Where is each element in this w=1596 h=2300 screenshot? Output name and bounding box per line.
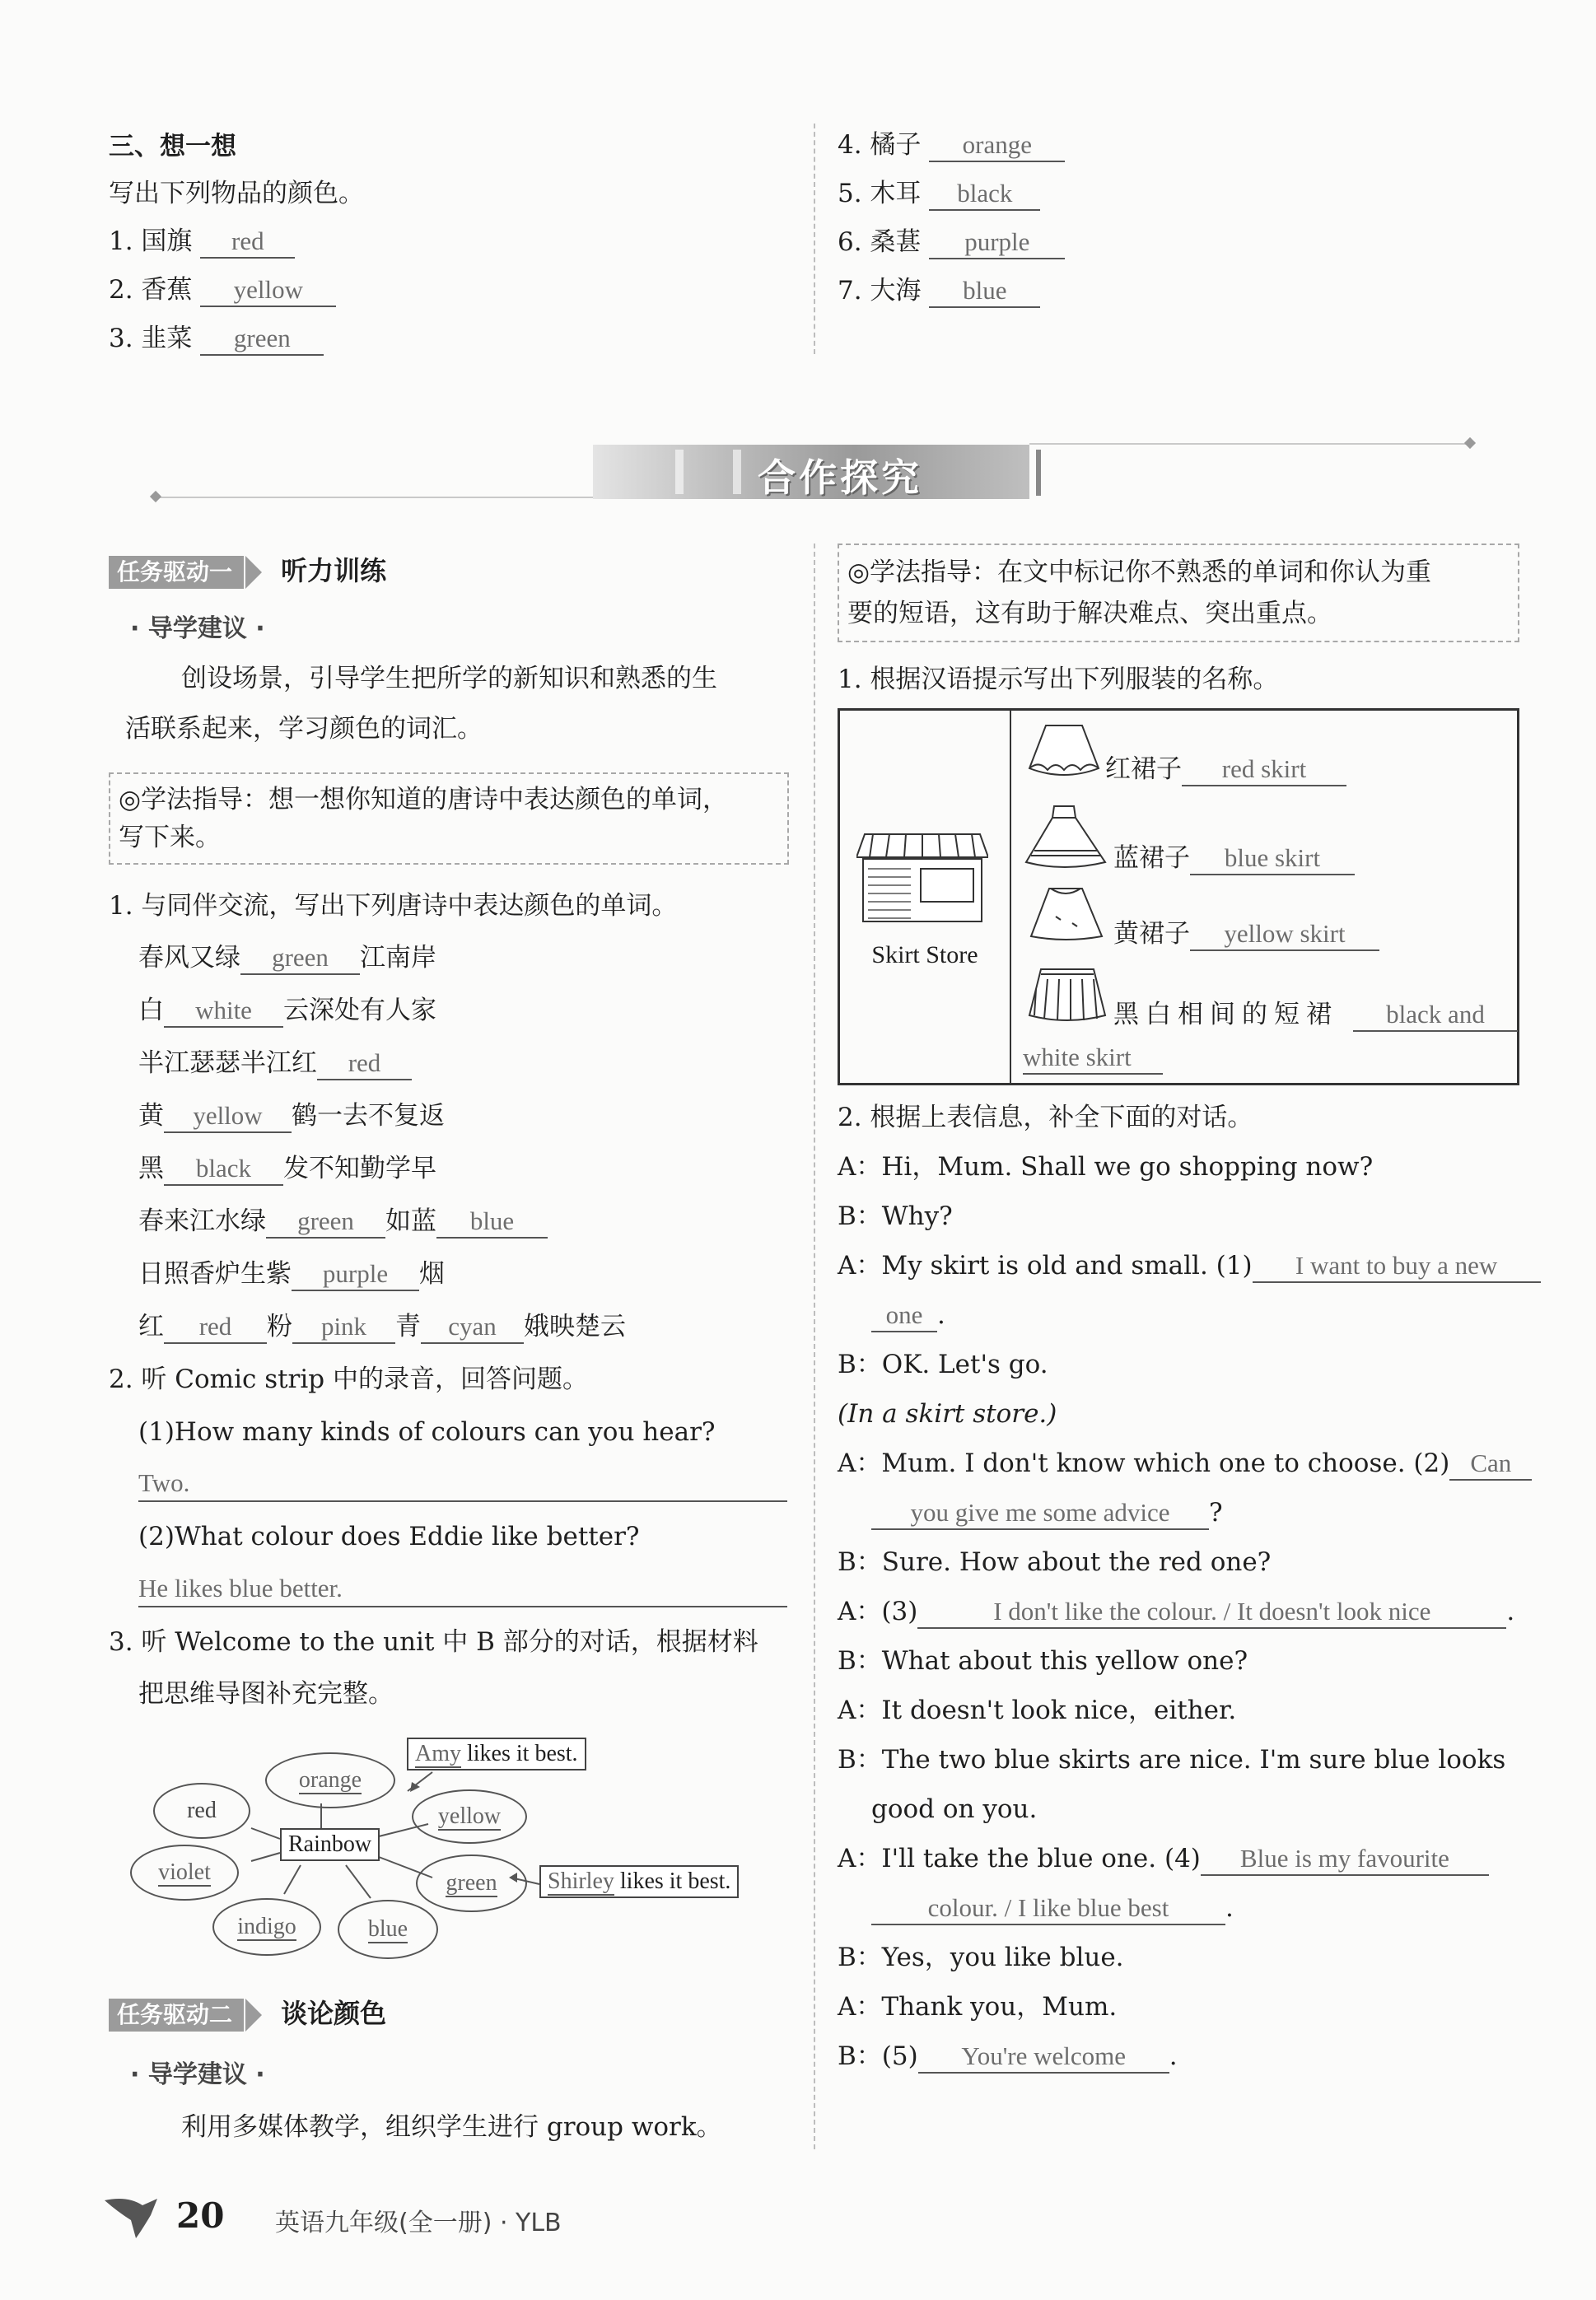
dialog-line-9: B：What about this yellow one?: [838, 1646, 1248, 1676]
mindmap-node-indigo: indigo: [212, 1898, 321, 1956]
answer-blank: I want to buy a new: [1253, 1250, 1541, 1283]
color-item-1: 1. 国旗 red: [109, 224, 295, 259]
banner-title: 合作探究: [758, 455, 922, 500]
answer-blank: blue: [929, 275, 1040, 308]
answer-blank: purple: [292, 1258, 419, 1291]
banner-line-left: [156, 497, 593, 498]
dialog-line-4: B：OK. Let's go.: [838, 1350, 1048, 1379]
answer-blank: blue skirt: [1190, 842, 1355, 875]
banner-dot-right: [1464, 437, 1476, 449]
color-item-7: 7. 大海 blue: [838, 273, 1040, 308]
banner-end-bar: [1036, 450, 1041, 496]
red-skirt-icon: [1023, 719, 1105, 785]
task2-header: [109, 1993, 386, 2032]
dialog-line-6-cont: you give me some advice ?: [871, 1495, 1223, 1530]
mindmap-node-violet: violet: [130, 1845, 239, 1901]
dialog-line-11: B：The two blue skirts are nice. I'm sure blue looks: [838, 1745, 1506, 1775]
answer-blank: colour. / I like blue best: [871, 1892, 1225, 1925]
dialog-line-5: (In a skirt store.): [838, 1399, 1057, 1429]
answer-blank: white: [164, 995, 283, 1028]
answer-blank: blue: [436, 1206, 548, 1239]
section3-instruction: 写出下列物品的颜色。: [109, 179, 364, 208]
skirt-row-2: 蓝裙子 blue skirt: [1113, 841, 1355, 875]
store-icon: [856, 826, 988, 925]
task2-hint-line: 利用多媒体教学，组织学生进行 group work。: [181, 2112, 722, 2142]
task2-title: 谈论颜色: [281, 1998, 387, 2029]
task1-title: 听力训练: [281, 555, 387, 586]
mindmap-node-green: green: [416, 1854, 527, 1912]
answer-blank: one: [871, 1299, 937, 1332]
answer-blank: black: [164, 1153, 283, 1186]
poem-line-6: 春来江水绿 green 如蓝 blue: [138, 1204, 548, 1239]
color-item-2: 2. 香蕉 yellow: [109, 273, 336, 307]
answer-blank: yellow: [200, 274, 336, 307]
dialog-line-14: A：Thank you，Mum.: [838, 1992, 1118, 2022]
right-guide-box: [838, 544, 1519, 642]
task2-tag: 任务驱动二: [109, 1999, 244, 2032]
right-q1: 1. 根据汉语提示写出下列服装的名称。: [838, 665, 1279, 694]
task1-guide-box: [109, 772, 789, 865]
color-item-6: 6. 桑葚 purple: [838, 225, 1065, 259]
dialog-line-15: B：(5) You're welcome .: [838, 2039, 1178, 2074]
mindmap-shirley-box: Shirley likes it best.: [539, 1865, 739, 1898]
answer-blank: black: [929, 178, 1040, 211]
answer-blank: red: [164, 1311, 267, 1344]
task1-q2-1-answer: Two.: [138, 1466, 787, 1502]
banner-line-right: [1029, 443, 1470, 445]
banner-glyph-icon: [675, 450, 741, 494]
poem-line-5: 黑 black 发不知勤学早: [138, 1151, 436, 1186]
task1-header: [109, 550, 386, 589]
answer-blank: pink: [292, 1311, 395, 1344]
dialog-line-2: B：Why?: [838, 1201, 953, 1231]
mindmap-amy-box: Amy likes it best.: [407, 1738, 586, 1770]
task1-q3-line2: 把思维导图补充完整。: [138, 1679, 394, 1709]
answer-blank: black and: [1353, 999, 1518, 1032]
connector-violet: [251, 1853, 280, 1861]
answer-blank: green: [200, 323, 324, 356]
answer-blank: cyan: [421, 1311, 524, 1344]
answer-blank: purple: [929, 226, 1065, 259]
task1-q3-line1: 3. 听 Welcome to the unit 中 B 部分的对话，根据材料: [109, 1627, 758, 1657]
section-banner: [593, 445, 1029, 499]
mindmap-node-orange: orange: [265, 1752, 395, 1808]
right-guide-line2: 要的短语，这有助于解决难点、突出重点。: [847, 599, 1332, 628]
dialog-line-6: A：Mum. I don't know which one to choose. (2) Can: [838, 1446, 1532, 1481]
dialog-line-7: B：Sure. How about the red one?: [838, 1547, 1272, 1577]
answer-blank: green: [266, 1206, 385, 1239]
book-title: 英语九年级(全一册) · YLB: [275, 2209, 562, 2237]
answer-blank: yellow skirt: [1190, 918, 1379, 951]
color-item-5: 5. 木耳 black: [838, 176, 1040, 211]
skirt-row-4: 黑白相间的短裙 black and: [1113, 997, 1518, 1032]
blue-skirt-icon: [1023, 801, 1113, 875]
task1-q2-1: (1)How many kinds of colours can you hear?: [138, 1417, 716, 1447]
answer-blank: white skirt: [1023, 1042, 1163, 1075]
connector-indigo: [284, 1865, 301, 1894]
skirt-row-1: 红裙子 red skirt: [1105, 752, 1346, 786]
task1-tag: 任务驱动一: [109, 556, 244, 589]
mindmap-node-red: red: [153, 1783, 250, 1839]
answer-blank: yellow: [164, 1100, 292, 1133]
task1-hint-title: · 导学建议 ·: [130, 614, 265, 643]
answer-blank: Blue is my favourite: [1201, 1843, 1489, 1876]
skirt-store-table: [838, 708, 1519, 1085]
dialog-line-3: A：My skirt is old and small. (1) I want to buy a new: [838, 1248, 1541, 1283]
task1-q2-2: (2)What colour does Eddie like better?: [138, 1522, 640, 1551]
task1-guide-line1: ◎学法指导：想一想你知道的唐诗中表达颜色的单词，: [119, 785, 729, 814]
poem-line-4: 黄 yellow 鹤一去不复返: [138, 1099, 445, 1133]
answer-blank: orange: [929, 129, 1065, 162]
answer-blank: I don't like the colour. / It doesn't look nice: [917, 1596, 1506, 1629]
right-guide-line1: ◎学法指导：在文中标记你不熟悉的单词和你认为重: [847, 558, 1432, 587]
black-white-skirt-icon: [1023, 964, 1113, 1030]
yellow-skirt-icon: [1023, 884, 1113, 949]
mindmap-node-blue: blue: [338, 1900, 438, 1959]
answer-blank: green: [240, 942, 360, 975]
task1-q2: 2. 听 Comic strip 中的录音，回答问题。: [109, 1365, 588, 1394]
column-divider-main: [814, 544, 815, 2149]
answer-blank: red: [317, 1047, 412, 1080]
connector-red: [251, 1828, 280, 1839]
poem-line-8: 红 red 粉 pink 青 cyan 娥映楚云: [138, 1309, 626, 1344]
dialog-line-12-cont: colour. / I like blue best .: [871, 1891, 1234, 1925]
store-label: Skirt Store: [871, 941, 978, 968]
task2-hint-title: · 导学建议 ·: [130, 2060, 265, 2089]
banner-dot-left: [150, 491, 161, 502]
section3-title: 三、想一想: [109, 132, 236, 161]
skirt-row-4-cont: [1023, 1040, 1163, 1075]
answer-blank: red: [200, 226, 295, 259]
answer-blank: you give me some advice: [871, 1497, 1209, 1530]
mindmap-node-yellow: yellow: [412, 1789, 527, 1844]
poem-line-3: 半江瑟瑟半江红 red: [138, 1046, 412, 1080]
color-item-3: 3. 韭菜 green: [109, 321, 324, 356]
task1-q2-2-answer: He likes blue better.: [138, 1571, 787, 1607]
dialog-line-10: A：It doesn't look nice，either.: [838, 1696, 1237, 1725]
dialog-line-13: B：Yes，you like blue.: [838, 1943, 1124, 1972]
dialog-line-11-cont: good on you.: [871, 1794, 1038, 1824]
right-q2: 2. 根据上表信息，补全下面的对话。: [838, 1103, 1253, 1132]
poem-line-7: 日照香炉生紫 purple 烟: [138, 1257, 445, 1291]
page-number: 20: [176, 2195, 225, 2236]
task1-guide-line2: 写下来。: [119, 823, 221, 852]
column-divider-top: [814, 124, 815, 354]
footer-bird-icon: [103, 2190, 161, 2240]
task1-hint-line2: 活联系起来，学习颜色的词汇。: [125, 714, 483, 744]
color-item-4: 4. 橘子 orange: [838, 128, 1065, 162]
dialog-line-1: A：Hi，Mum. Shall we go shopping now?: [838, 1152, 1374, 1182]
mindmap-center: Rainbow: [280, 1828, 380, 1861]
dialog-line-8: A：(3) I don't like the colour. / It doesn't look nice .: [838, 1594, 1514, 1629]
answer-blank: Can: [1449, 1448, 1532, 1481]
answer-blank: red skirt: [1182, 753, 1346, 786]
dialog-line-3-cont: one .: [871, 1298, 945, 1332]
skirt-row-3: 黄裙子 yellow skirt: [1113, 917, 1379, 951]
task1-q1: 1. 与同伴交流，写出下列唐诗中表达颜色的单词。: [109, 891, 678, 921]
dialog-line-12: A：I'll take the blue one. (4) Blue is my favourite: [838, 1841, 1489, 1876]
answer-blank: You're welcome: [918, 2041, 1169, 2074]
store-cell: [840, 711, 1011, 1083]
task1-hint-line1: 创设场景，引导学生把所学的新知识和熟悉的生: [181, 664, 717, 693]
poem-line-1: 春风又绿 green 江南岸: [138, 940, 436, 975]
poem-line-2: 白 white 云深处有人家: [138, 993, 436, 1028]
connector-blue: [346, 1865, 371, 1898]
